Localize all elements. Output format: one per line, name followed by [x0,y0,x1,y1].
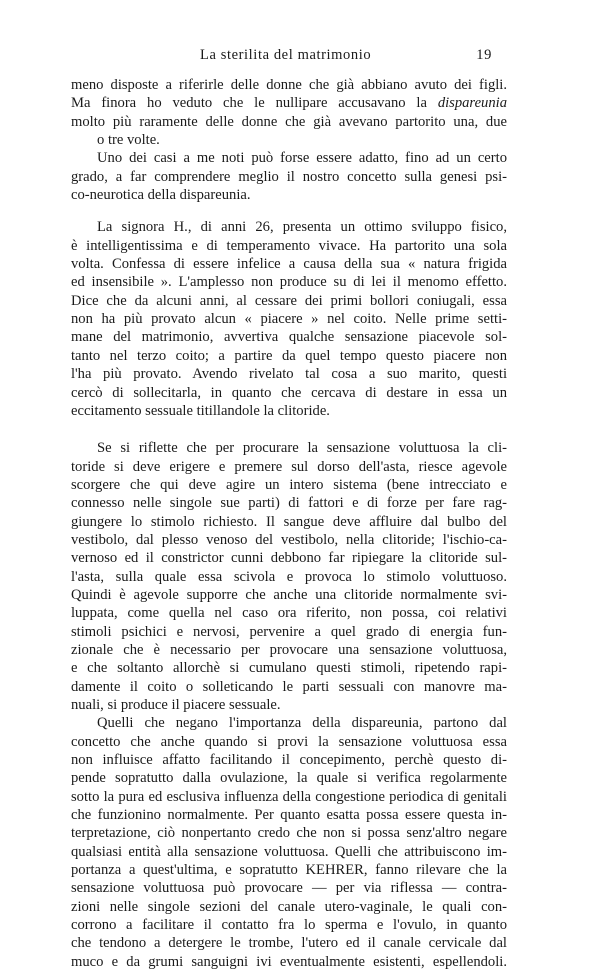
text-line: co-neurotica della dispareunia. [71,187,251,204]
text-line: cercò di sollecitarla, in quanto che cercava di destare in essa un [71,384,507,401]
text-line: connesso nelle singole sue parti) di fattori e di forze per fare rag- [71,495,507,512]
text-line: damente il coito o solleticando le parti sessuali con manovre ma- [71,678,507,695]
text-line: La signora H., di anni 26, presenta un ottimo sviluppo fisico, [97,219,507,236]
paragraph-spacer [71,420,507,439]
text-line: non influisce affatto facilitando il concepimento, perchè questo di- [71,752,507,769]
text-line: terpretazione, ciò nonpertanto credo che non si possa senz'altro negare [71,825,507,842]
text-line: eccitamento sessuale titillandole la clitoride. [71,402,330,419]
text-line: scorgere che qui deve agire un intero sistema (bene intrecciato e [71,476,507,493]
text-line: sensazione voluttuosa può provocare — per via riflessa — contra- [71,880,507,897]
text-line: l'asta, sulla quale essa scivola e provoca lo stimolo voluttuoso. [71,568,507,585]
text-line: tanto nel terzo coito; a partire da quel tempo questo piacere non [71,347,507,364]
paragraph [71,76,507,149]
text-line: muco e da grumi sanguigni ivi eventualmente esistenti, espellendoli. [71,953,507,970]
text-line: molto più raramente delle donne che già avevano partorito una, due [71,113,507,130]
paragraph [71,714,507,971]
line-prefix: Ma finora ho veduto che le nullipare accusavano la [71,95,438,112]
text-line: meno disposte a riferirle delle donne che già abbiano avuto dei figli. [71,77,507,93]
text-line: giungere lo stimolo richiesto. Il sangue deve affluire dal bulbo del [71,513,507,530]
text-line: qualsiasi entità alla sensazione voluttuosa. Quelli che attribuiscono im- [71,843,507,860]
paragraph [71,149,507,204]
page-number: 19 [476,47,492,63]
text-line: Dice che da alcuni anni, al cessare dei primi bollori coniugali, essa [71,292,507,309]
text-line: che funzionino normalmente. Per quanto esatta possa essere questa in- [71,807,507,824]
body-text [71,76,507,971]
text-line: è intelligentissima e di temperamento vivace. Ha partorito una sola [71,237,507,254]
paragraph-spacer [71,204,507,218]
text-line: stimoli psichici e nervosi, pervenire a quel grado di energia fun- [71,623,507,640]
paragraph [71,218,507,420]
text-line: Uno dei casi a me noti può forse essere adatto, fino ad un certo [97,150,507,167]
italic-term: dispareunia [437,95,507,112]
paragraph [71,439,507,714]
text-line: portanza a quest'ultima, e sopratutto KEHRER, fanno rilevare che la [71,862,507,879]
text-line: o tre volte. [97,132,160,149]
text-line: non ha più provato alcun « piacere » nel coito. Nelle prime setti- [71,311,507,328]
text-line: Quindi è agevole supporre che anche una clitoride normalmente svi- [71,586,507,603]
text-line: grado, a far comprendere meglio il nostro concetto sulla genesi psi- [71,168,507,185]
text-line: vernoso ed il constrictor cunni debbono far ripiegare la clitoride sul- [71,550,507,567]
text-line: luppata, come quella nel caso ora riferito, non possa, coi relativi [71,605,507,622]
text-line: zionale che è necessario per provocare una sensazione voluttuosa, [71,641,507,658]
text-line: sotto la pura ed esclusiva influenza della congestione periodica di genitali [71,788,507,805]
running-title: La sterilita del matrimonio [200,47,372,63]
text-line: zioni nelle singole sezioni del canale utero-vaginale, le quali con- [71,898,507,915]
text-line: Quelli che negano l'importanza della dispareunia, partono dal [97,715,507,732]
text-line: e che soltanto allorchè si cumulano questi stimoli, ripetendo rapi- [71,660,507,677]
text-line: l'ha più provato. Avendo rivelato tal cosa a suo marito, questi [71,366,507,383]
text-line: corrono a facilitare il contatto fra lo sperma e l'ovulo, in quanto [71,917,507,934]
text-line: pende sopratutto dalla ovulazione, la quale si verifica regolarmente [71,770,507,787]
text-line: vestibolo, dal plesso venoso del vestibolo, nella clitoride; l'ischio-ca- [71,531,507,548]
text-line-with-italic [71,94,507,112]
text-line: Se si riflette che per procurare la sensazione voluttuosa la cli- [97,440,507,457]
text-line: toride si deve erigere e premere sul dorso dell'asta, riesce agevole [71,458,507,475]
text-line: concetto che anche quando si provi la sensazione voluttuosa essa [71,733,507,750]
text-line: volta. Confessa di essere infelice a causa della sua « natura frigida [71,256,507,273]
text-line: ed insensibile ». L'amplesso non produce su di lei il menomo effetto. [71,274,507,291]
text-line: mane del matrimonio, avvertiva qualche sensazione piacevole sol- [71,329,507,346]
running-header [72,47,502,69]
text-line: nuali, si produce il piacere sessuale. [71,697,281,713]
text-line: che tendono a detergere le trombe, l'utero ed il canale cervicale dal [71,935,507,952]
